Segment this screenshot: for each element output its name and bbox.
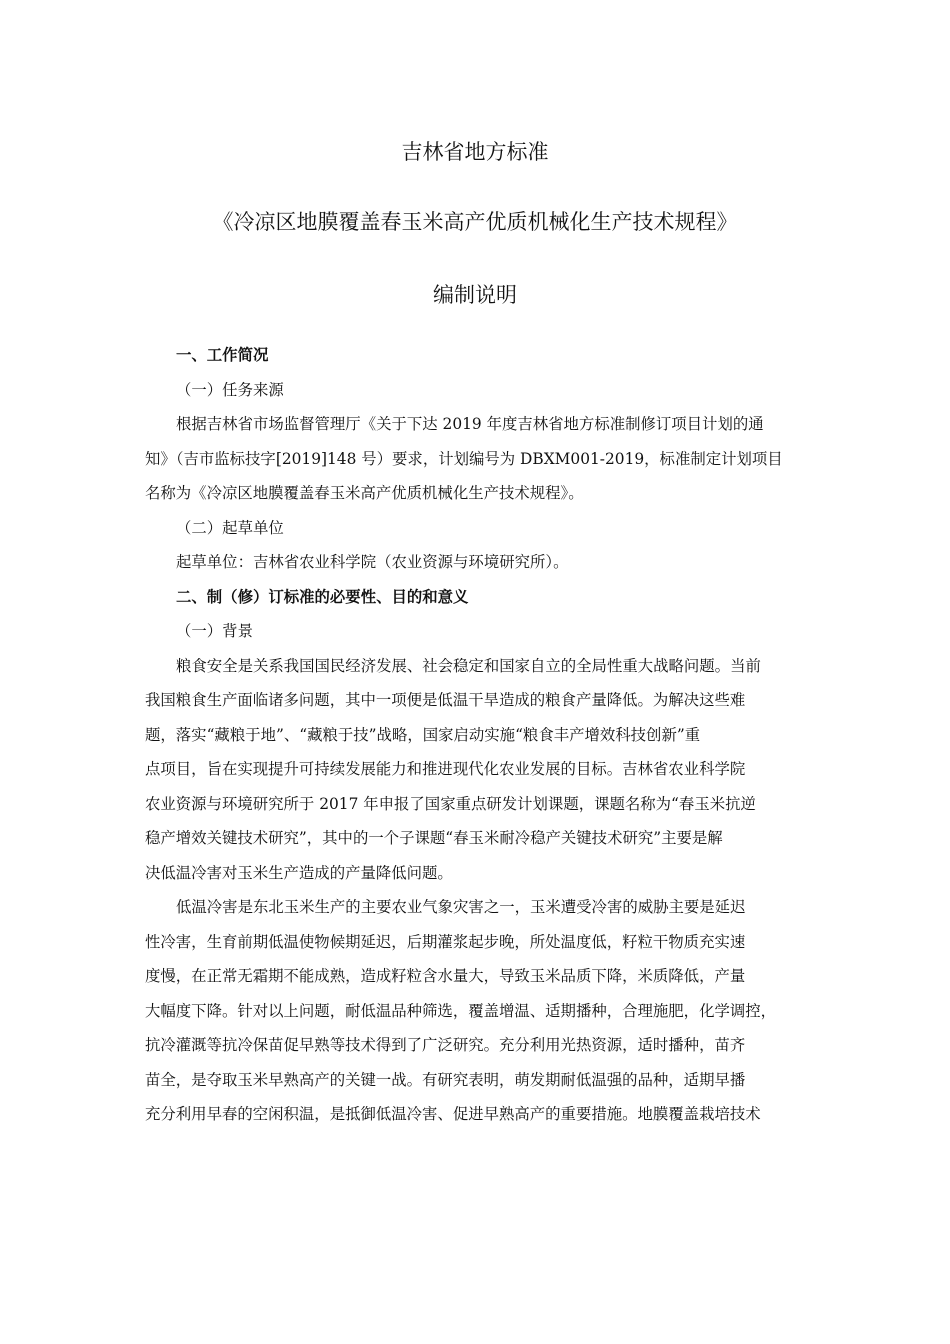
subsection-heading: （二）起草单位 bbox=[176, 518, 284, 537]
paragraph-line: 题，落实“藏粮于地”、“藏粮于技”战略，国家启动实施“粮食丰产增效科技创新”重 bbox=[145, 725, 701, 744]
paragraph-line: 度慢，在正常无霜期不能成熟，造成籽粒含水量大，导致玉米品质下降，米质降低，产量 bbox=[145, 967, 746, 985]
paragraph-line: 名称为《冷凉区地膜覆盖春玉米高产优质机械化生产技术规程》。 bbox=[145, 484, 584, 502]
paragraph-line: 充分利用早春的空闲积温，是抵御低温冷害、促进早熟高产的重要措施。地膜覆盖栽培技术 bbox=[145, 1105, 761, 1123]
paragraph-line: 起草单位：吉林省农业科学院（农业资源与环境研究所）。 bbox=[176, 553, 569, 571]
paragraph-line: 我国粮食生产面临诸多问题，其中一项便是低温干旱造成的粮食产量降低。为解决这些难 bbox=[145, 691, 746, 709]
section-heading: 一、工作简况 bbox=[176, 346, 269, 364]
paragraph-line: 性冷害，生育前期低温使物候期延迟，后期灌浆起步晚，所处温度低，籽粒干物质充实速 bbox=[145, 932, 746, 951]
paragraph-line: 根据吉林省市场监督管理厅《关于下达 2019 年度吉林省地方标准制修订项目计划的通 bbox=[176, 415, 764, 433]
paragraph-line: 低温冷害是东北玉米生产的主要农业气象灾害之一，玉米遭受冷害的威胁主要是延迟 bbox=[176, 898, 746, 916]
paragraph-line: 点项目，旨在实现提升可持续发展能力和推进现代化农业发展的目标。吉林省农业科学院 bbox=[145, 760, 746, 778]
paragraph-line: 农业资源与环境研究所于 2017 年申报了国家重点研发计划课题，课题名称为“春玉米抗逆 bbox=[145, 794, 756, 813]
subsection-heading: （一）背景 bbox=[176, 622, 253, 640]
paragraph-line: 苗全，是夺取玉米早熟高产的关键一战。有研究表明，萌发期耐低温强的品种，适期早播 bbox=[145, 1070, 746, 1089]
paragraph-line: 大幅度下降。针对以上问题，耐低温品种筛选，覆盖增温、适期播种，合理施肥，化学调控， bbox=[145, 1001, 777, 1020]
paragraph-line: 稳产增效关键技术研究”，其中的一个子课题“春玉米耐冷稳产关键技术研究”主要是解 bbox=[145, 829, 723, 847]
compilation-notes-title: 编制说明 bbox=[433, 283, 517, 307]
standard-name-title: 《冷凉区地膜覆盖春玉米高产优质机械化生产技术规程》 bbox=[212, 210, 738, 234]
document-body bbox=[145, 338, 835, 1132]
section-heading: 二、制（修）订标准的必要性、目的和意义 bbox=[176, 587, 469, 606]
paragraph-line: 决低温冷害对玉米生产造成的产量降低问题。 bbox=[145, 863, 453, 882]
document-title: 吉林省地方标准 bbox=[401, 140, 549, 164]
paragraph-line: 粮食安全是关系我国国民经济发展、社会稳定和国家自立的全局性重大战略问题。当前 bbox=[176, 656, 761, 675]
subsection-heading: （一）任务来源 bbox=[176, 380, 284, 399]
paragraph-line: 知》（吉市监标技字[2019]148 号）要求，计划编号为 DBXM001-2019，标准制定计划项目 bbox=[145, 449, 783, 468]
paragraph-line: 抗冷灌溉等抗冷保苗促早熟等技术得到了广泛研究。充分利用光热资源，适时播种，苗齐 bbox=[145, 1036, 746, 1054]
